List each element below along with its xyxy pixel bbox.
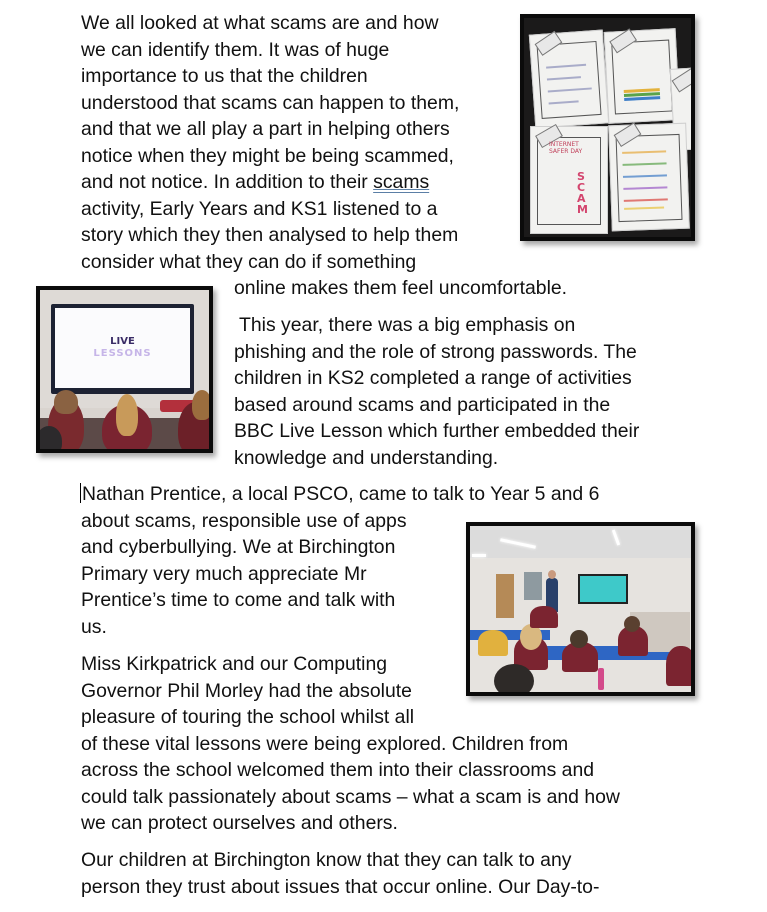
paragraph-scams-intro-tail — [234, 275, 567, 302]
screen-title-lessons: LESSONS — [93, 348, 152, 359]
text-line: about scams, responsible use of apps — [81, 509, 407, 532]
text-run: Nathan Prentice, a local PSCO, came to talk to Year 5 and 6 — [82, 483, 600, 505]
text-line: and cyberbullying. We at Birchington — [81, 536, 396, 558]
screen-title-live: LIVE — [110, 336, 135, 347]
text-run: and not notice. In addition to their — [81, 171, 374, 193]
text-line: children in KS2 completed a range of activities — [234, 367, 632, 389]
text-line: us. — [81, 615, 107, 638]
notice-board — [524, 572, 542, 600]
text-line: story which they then analysed to help them — [81, 224, 459, 246]
pupil — [478, 630, 508, 656]
text-line: activity, Early Years and KS1 listened to a — [81, 197, 438, 220]
screen-display — [55, 308, 190, 388]
posters-photo[interactable] — [520, 14, 695, 241]
text-line: pleasure of touring the school whilst all — [81, 706, 415, 728]
text-line: person they trust about issues that occur online. Our Day-to- — [81, 875, 600, 898]
pupil-hair — [624, 616, 640, 632]
pupil-hair — [54, 390, 78, 414]
text-line: BBC Live Lesson which further embedded their — [234, 420, 640, 442]
paragraph-scams-intro — [81, 10, 459, 275]
text-line: importance to us that the children — [81, 65, 368, 87]
text-line: across the school welcomed them into their classrooms and — [81, 759, 595, 781]
live-lesson-photo[interactable] — [36, 286, 213, 453]
water-bottle — [598, 668, 604, 690]
text-line: notice when they might be being scammed, — [81, 144, 454, 167]
text-line-with-cursor — [80, 481, 599, 508]
text-line: Our children at Birchington know that they can talk to any — [81, 849, 572, 871]
poster-tag — [672, 68, 695, 93]
text-line-with-flag — [81, 169, 459, 196]
text-line: could talk passionately about scams – what a scam is and how — [81, 785, 620, 808]
spellcheck-flagged-word[interactable]: scams — [373, 171, 430, 193]
pupil-hair — [192, 390, 212, 420]
poster-sheet — [608, 123, 690, 232]
text-line: understood that scams can happen to them, — [81, 91, 460, 114]
pupil-hair — [116, 394, 138, 436]
text-line: we can protect ourselves and others. — [81, 812, 398, 834]
text-line: based around scams and participated in the — [234, 393, 611, 416]
text-line: Primary very much appreciate Mr — [81, 562, 367, 585]
classroom-door — [496, 574, 514, 618]
paragraph-trusted-adults — [81, 847, 599, 900]
text-line: Governor Phil Morley had the absolute — [81, 679, 412, 702]
text-line: Miss Kirkpatrick and our Computing — [81, 653, 388, 675]
pupil — [530, 606, 558, 628]
text-line: online makes them feel uncomfortable. — [234, 277, 568, 299]
screen-display — [580, 576, 626, 602]
text-line: and that we all play a part in helping others — [81, 118, 450, 140]
pupil — [666, 646, 695, 686]
text-line: of these vital lessons were being explored. Children from — [81, 732, 569, 755]
text-cursor — [80, 483, 81, 503]
pupil-hair — [570, 630, 588, 648]
whiteboard-screen — [51, 304, 194, 394]
text-line: This year, there was a big emphasis on — [234, 314, 576, 336]
pupil — [36, 426, 62, 453]
classroom-visit-photo[interactable] — [466, 522, 695, 696]
text-line: knowledge and understanding. — [234, 446, 499, 469]
text-line: phishing and the role of strong passwords. The — [234, 340, 637, 363]
poster-sheet — [604, 28, 681, 124]
poster-sheet — [530, 126, 608, 234]
text-line: we can identify them. It was of huge — [81, 38, 390, 61]
classroom-screen — [578, 574, 628, 604]
poster-heading: INTERNET SAFER DAY — [549, 141, 583, 155]
poster-sheet — [529, 30, 609, 129]
text-line: We all looked at what scams are and how — [81, 12, 439, 34]
pupil-foreground-head — [494, 664, 534, 696]
text-line: Prentice’s time to come and talk with — [81, 589, 396, 611]
ceiling-light — [472, 554, 486, 557]
paragraph-phishing — [234, 312, 639, 471]
visitor-head — [548, 570, 556, 579]
text-line: consider what they can do if something — [81, 250, 417, 273]
poster-word: SCAM — [577, 170, 588, 216]
